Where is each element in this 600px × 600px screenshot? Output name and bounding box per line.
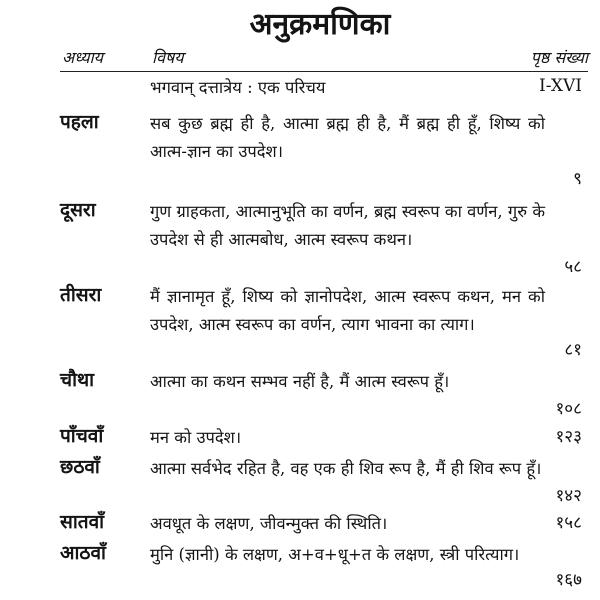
toc-topic: मुनि (ज्ञानी) के लक्षण, अ+व+धू+त के लक्षण, स्त्री परित्याग। — [150, 545, 520, 564]
toc-page-number: १२३ — [555, 427, 582, 447]
toc-page-number: १५८ — [555, 513, 582, 533]
toc-chapter: चौथा — [60, 369, 95, 391]
toc-topic: आत्मा का कथन सम्भव नहीं है, मैं आत्म स्वरूप हूँ। — [150, 372, 450, 391]
toc-chapter: सातवाँ — [60, 511, 105, 533]
toc-page-number: १६७ — [555, 570, 582, 590]
chapter-column-header: अध्याय — [62, 48, 103, 67]
toc-chapter: दूसरा — [60, 199, 96, 221]
toc-topic: मन को उपदेश। — [150, 428, 242, 447]
toc-page-number: ८१ — [564, 340, 582, 360]
toc-page-number: I-XVI — [539, 76, 582, 96]
toc-page-number: ९ — [573, 169, 582, 189]
toc-topic: अवधूत के लक्षण, जीवन्मुक्त की स्थिति। — [150, 514, 388, 533]
toc-chapter: पाँचवाँ — [60, 425, 104, 447]
toc-topic: आत्मा सर्वभेद रहित है, वह एक ही शिव रूप है, मैं ही शिव रूप हूँ। — [150, 459, 542, 478]
toc-page-number: १४२ — [555, 486, 582, 506]
toc-chapter: पहला — [60, 111, 99, 133]
toc-topic: सब कुछ ब्रह्म ही है, आत्मा ब्रह्म ही है, मैं ब्रह्म ही हूँ, शिष्य को आत्म-ज्ञान का उपदेश। — [150, 114, 545, 161]
toc-chapter: तीसरा — [60, 284, 102, 306]
toc-chapter: आठवाँ — [60, 542, 106, 564]
page-title: अनुक्रमणिका — [249, 7, 391, 42]
toc-page-number: १०८ — [555, 399, 582, 419]
toc-page-number: ५८ — [564, 257, 582, 277]
page-column-header: पृष्ठ संख्या — [530, 48, 588, 67]
topic-column-header: विषय — [152, 48, 184, 67]
toc-topic: भगवान् दत्तात्रेय : एक परिचय — [150, 78, 326, 97]
toc-chapter: छठवाँ — [60, 456, 100, 478]
toc-topic: गुण ग्राहकता, आत्मानुभूति का वर्णन, ब्रह्म स्वरूप का वर्णन, गुरु के उपदेश से ही आत्मबोध, आत्म स्वरूप कथन। — [150, 202, 545, 249]
header-divider — [60, 71, 588, 72]
toc-topic: मैं ज्ञानामृत हूँ, शिष्य को ज्ञानोपदेश, आत्म स्वरूप कथन, मन को उपदेश, आत्म स्वरूप का वर्णन, त्याग भावना का त्याग। — [150, 287, 545, 334]
